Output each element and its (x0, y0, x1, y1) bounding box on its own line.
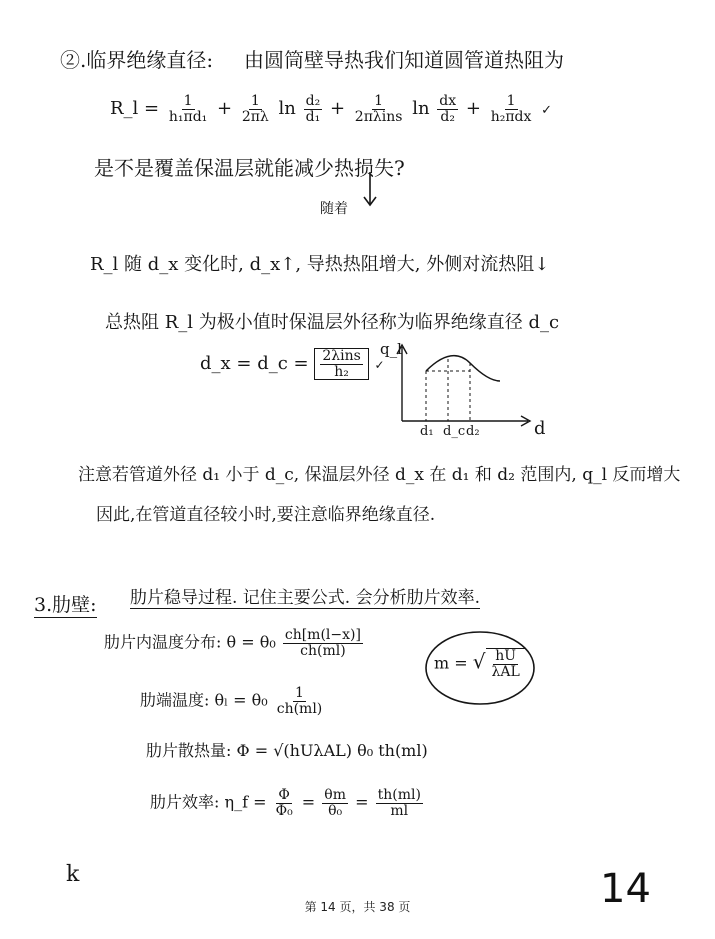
term-outer-convection: $\frac{1}{\text{h₂πdx}}$ (490, 93, 532, 125)
variation-text: R_l 随 d_x 变化时, d_x↑, 导热热阻增大, 外侧对流热阻↓ (90, 254, 550, 275)
arrow-note: 随着 (320, 201, 348, 217)
fin-efficiency-label: 肋片效率: (150, 792, 220, 812)
section-heading: ②.临界绝缘直径: (60, 48, 214, 72)
section3-heading: 3.肋壁: (34, 590, 97, 618)
graph-tick-dc: d_c (443, 424, 466, 439)
temp-distribution-row: 肋片内温度分布: θ = θ₀ $\frac{ch[m(l-x)]}{ch(ml)}$ (104, 627, 361, 659)
graph-ylabel: q_l (380, 340, 402, 358)
term-ratio-dx-d2: $\frac{dx}{\text{d₂}}$ (439, 93, 457, 125)
section3-subtitle: 肋片稳导过程. 记住主要公式. 会分析肋片效率. (130, 583, 480, 609)
note-line-1: 注意若管道外径 d₁ 小于 d_c, 保温层外径 d_x 在 d₁ 和 d₂ 范围内, q_l 反而增大 (78, 465, 681, 485)
critical-diameter-formula: d_x = d_c = $\frac{\text{2λins}}{\text{h₂}}$ ✓ (200, 348, 385, 380)
formula-lhs: R_l = (110, 98, 160, 120)
term-pipe-conduction: $\frac{1}{2\pi\lambda}$ (241, 93, 269, 125)
heat-dissipation-formula: Φ = √(hUλAL) θ₀ th(ml) (236, 741, 428, 760)
down-arrow-icon (355, 170, 385, 210)
term-inner-convection: $\frac{1}{\text{h₁πd₁}}$ (168, 93, 208, 125)
heat-dissipation-row (146, 738, 428, 761)
note-line-2: 因此,在管道直径较小时,要注意临界绝缘直径. (96, 505, 436, 525)
resistance-formula: R_l = $\frac{1}{\text{h₁πd₁}}$ + $\frac{1}{2\pi\lambda}$ ln $\frac{\text{d₂}}{\text{d₁}}$ + $\frac{1}{\text{2πλins}}$ ln $\frac{dx}{\text{d₂}}$ + $\frac{1}{\text{h₂πdx}}$ ✓ (110, 93, 553, 125)
tip-temperature-row: 肋端温度: θₗ = θ₀ $\frac{1}{ch(ml)}$ (140, 685, 323, 717)
definition-text: 总热阻 R_l 为极小值时保温层外径称为临界绝缘直径 d_c (105, 312, 560, 333)
handwritten-page-number: 14 (600, 866, 651, 912)
question-text: 是不是覆盖保温层就能减少热损失? (94, 156, 405, 180)
page-footer: 第 14 页，共 38 页 (304, 900, 411, 914)
term-insulation-conduction: $\frac{1}{\text{2πλins}}$ (354, 93, 403, 125)
stray-mark: k (66, 862, 80, 887)
intro-text: 由圆筒壁导热我们知道圆管道热阻为 (244, 48, 564, 72)
graph-tick-d1: d₁ (420, 424, 434, 439)
temp-distribution-label: 肋片内温度分布: (104, 632, 222, 652)
m-formula: m = √ $\frac{hU}{\text{λAL}}$ (434, 648, 526, 679)
fin-efficiency-row: 肋片效率: η_f = $\frac{\Phi}{\text{Φ₀}}$ = $\frac{\theta m}{\text{θ₀}}$ = $\frac{th(ml)}{ml}$ (150, 787, 421, 819)
term-ratio-d2-d1: $\frac{\text{d₂}}{\text{d₁}}$ (305, 93, 321, 125)
tip-temperature-label: 肋端温度: (140, 690, 210, 710)
boxed-fraction: $\frac{\text{2λins}}{\text{h₂}}$ (314, 348, 368, 380)
graph-xlabel: d (534, 418, 546, 439)
graph-tick-d2: d₂ (466, 424, 480, 439)
heat-dissipation-label: 肋片散热量: (146, 741, 232, 760)
check-mark: ✓ (541, 103, 553, 119)
